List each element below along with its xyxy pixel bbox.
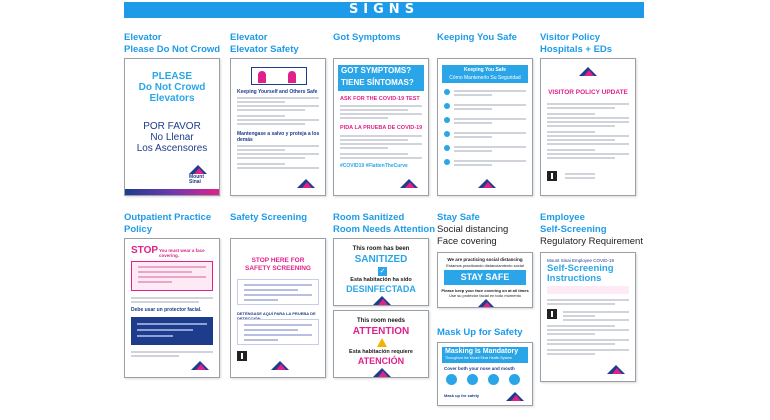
- poster-text: ASK FOR THE COVID-19 TEST: [340, 96, 420, 102]
- poster-text: Cómo Mantenerlo Su Seguridad: [449, 75, 521, 81]
- mount-sinai-logo-icon: [579, 67, 597, 76]
- caption-line: Social distancing: [437, 224, 509, 235]
- caption-safety-screening: [230, 212, 307, 224]
- caption-line: Employee: [540, 212, 585, 223]
- bullet-icon: [444, 131, 450, 137]
- caption-line: Got Symptoms: [333, 32, 401, 43]
- poster-text: Esta habitación requiere: [349, 349, 413, 355]
- bullet-icon: [444, 103, 450, 109]
- caption-stay-safe: [437, 212, 508, 248]
- caption-elevator-crowd: [124, 32, 220, 56]
- caption-room-sanitized: [333, 212, 435, 236]
- poster-text: Use su protector facial en todo momento: [448, 293, 522, 298]
- caption-line: Policy: [124, 224, 152, 235]
- poster-text: Do Not Crowd: [138, 82, 206, 93]
- employee-notice-bar: [547, 286, 629, 294]
- poster-text: You must wear a face covering.: [159, 248, 205, 258]
- caption-line: Regulatory Requirement: [540, 236, 643, 247]
- poster-keeping-safe[interactable]: [437, 58, 533, 196]
- mask-header: [442, 347, 528, 363]
- mask-face-icon: [509, 374, 520, 385]
- poster-text: Please keep your face covering on at all times: [441, 288, 529, 293]
- symptoms-header: [338, 65, 424, 91]
- caption-line: Mask Up for Safety: [437, 327, 523, 338]
- bullet-icon: [444, 159, 450, 165]
- poster-room-attention[interactable]: [333, 310, 429, 378]
- mount-sinai-logo-icon: [297, 179, 315, 188]
- warning-icon: [377, 338, 387, 347]
- caption-line: Self-Screening: [540, 224, 607, 235]
- caption-line: Visitor Policy: [540, 32, 601, 43]
- poster-text: POR FAVOR: [143, 121, 201, 132]
- poster-big-text: Self-Screening: [547, 263, 614, 274]
- mask-face-icon: [467, 374, 478, 385]
- mount-sinai-logo-icon: [373, 368, 391, 377]
- bullet-icon: [444, 117, 450, 123]
- poster-room-sanitized[interactable]: [333, 238, 429, 306]
- poster-big-text: DESINFECTADA: [346, 284, 416, 294]
- signs-banner: [124, 2, 644, 18]
- caption-keeping-safe: [437, 32, 517, 44]
- caption-visitor-policy: [540, 32, 612, 56]
- caption-line: Room Sanitized: [333, 212, 405, 223]
- checkmark-icon: ✓: [379, 268, 386, 275]
- mount-sinai-logo-icon: [191, 361, 209, 370]
- poster-text: STOP HERE FOR: [251, 257, 305, 264]
- caption-line: Room Needs Attention: [333, 224, 436, 235]
- poster-text: Cover both your nose and mouth: [444, 366, 515, 371]
- mount-sinai-logo-icon: [478, 179, 496, 188]
- mount-sinai-logo-icon: [506, 392, 524, 401]
- poster-text: We are practicing social distancing: [447, 257, 523, 262]
- poster-safety-screening[interactable]: [230, 238, 326, 378]
- poster-stop: STOP: [131, 245, 159, 256]
- qr-code-icon: [547, 171, 557, 181]
- poster-text: SAFETY SCREENING: [245, 265, 311, 272]
- poster-heading: Keeping Yourself and Others Safe: [237, 89, 318, 95]
- poster-big-text: Instructions: [547, 273, 602, 284]
- poster-big-text: SANITIZED: [354, 254, 408, 265]
- poster-text: Keeping You Safe: [463, 67, 507, 73]
- caption-elevator-safety: [230, 32, 299, 56]
- poster-heading: Mantengase a salvo y proteja a los demás: [237, 131, 320, 143]
- keeping-safe-header: [442, 65, 528, 83]
- caption-line: Face covering: [437, 236, 497, 247]
- poster-text: Esta habitación ha sido: [350, 277, 412, 283]
- poster-text: Throughout the Mount Sinai Health System: [445, 356, 512, 360]
- qr-code-icon: [237, 351, 247, 361]
- poster-mask-mandatory[interactable]: [437, 342, 533, 406]
- employee-heading: [547, 264, 614, 284]
- poster-text: Elevators: [149, 93, 195, 104]
- poster-text: Estamos practicando distanciamiento social: [446, 263, 524, 268]
- screening-heading: [231, 257, 325, 273]
- caption-line: Please Do Not Crowd: [124, 44, 221, 55]
- mask-face-icon: [446, 374, 457, 385]
- poster-title: VISITOR POLICY UPDATE: [548, 89, 628, 96]
- mount-sinai-logo-icon: [400, 179, 418, 188]
- mount-sinai-logo-icon: [271, 361, 289, 370]
- caption-mask-up: [437, 327, 523, 339]
- poster-stay-safe[interactable]: [437, 252, 533, 308]
- poster-text: PIDA LA PRUEBA DE COVID-19: [340, 125, 423, 131]
- caption-employee: [540, 212, 643, 248]
- poster-hashtag: #COVID19 #FlattenTheCurve: [340, 163, 408, 169]
- caption-line: Keeping You Safe: [437, 32, 517, 43]
- caption-line: Safety Screening: [230, 212, 308, 223]
- screening-box: [237, 279, 319, 305]
- poster-big-text: ATTENTION: [352, 326, 410, 337]
- poster-text: Mount Sinai Employee COVID-19: [547, 258, 615, 263]
- qr-code-icon: [547, 309, 557, 319]
- bullet-icon: [444, 145, 450, 151]
- caption-line: Elevator: [230, 32, 268, 43]
- mount-sinai-logo-icon: [607, 365, 625, 374]
- poster-visitor-policy[interactable]: [540, 58, 636, 196]
- poster-outpatient[interactable]: [124, 238, 220, 378]
- bullet-icon: [444, 89, 450, 95]
- poster-text: DETÉNGASE AQUÍ PARA LA PRUEBA DE DETECCIÓN: [237, 311, 316, 321]
- brand-text: Sinai: [189, 179, 201, 185]
- poster-text: GOT SYMPTOMS?: [341, 66, 412, 75]
- poster-elevator-safety[interactable]: [230, 58, 326, 196]
- caption-outpatient: [124, 212, 211, 236]
- brand-text: Mount: [189, 174, 204, 180]
- poster-text: Debe usar un protector facial.: [131, 307, 202, 313]
- poster-employee-screening[interactable]: [540, 252, 636, 382]
- poster-text: Los Ascensores: [136, 143, 208, 154]
- poster-big-text: STAY SAFE: [444, 270, 526, 285]
- caption-line: Stay Safe: [437, 212, 480, 223]
- poster-elevator-crowd[interactable]: [124, 58, 220, 196]
- poster-big-text: ATENCIÓN: [357, 356, 405, 366]
- poster-got-symptoms[interactable]: [333, 58, 429, 196]
- outpatient-box: [131, 261, 213, 291]
- caption-line: Outpatient Practice: [124, 212, 212, 223]
- screening-box-es: [237, 319, 319, 345]
- poster-text: TIENE SÍNTOMAS?: [341, 78, 414, 87]
- poster-gradient-bar: [125, 189, 219, 195]
- poster-text: This room needs: [356, 318, 405, 324]
- caption-line: Elevator Safety: [230, 44, 299, 55]
- mask-face-icon: [488, 374, 499, 385]
- mount-sinai-logo-icon: [189, 165, 207, 174]
- mount-sinai-logo-icon: [477, 299, 495, 308]
- poster-text: This room has been: [352, 246, 410, 252]
- caption-got-symptoms: [333, 32, 401, 44]
- poster-big-text: Masking Is Mandatory: [445, 348, 519, 355]
- banner-title: SIGNS: [348, 2, 420, 17]
- poster-text: No Llenar: [150, 132, 194, 143]
- elevator-illustration-icon: [251, 67, 307, 85]
- mount-sinai-logo-icon: [373, 296, 391, 305]
- outpatient-dark-box: [131, 317, 213, 345]
- poster-text: Mask up for safety: [444, 393, 480, 398]
- caption-line: Hospitals + EDs: [540, 44, 613, 55]
- poster-text: PLEASE: [151, 71, 192, 82]
- caption-line: Elevator: [124, 32, 162, 43]
